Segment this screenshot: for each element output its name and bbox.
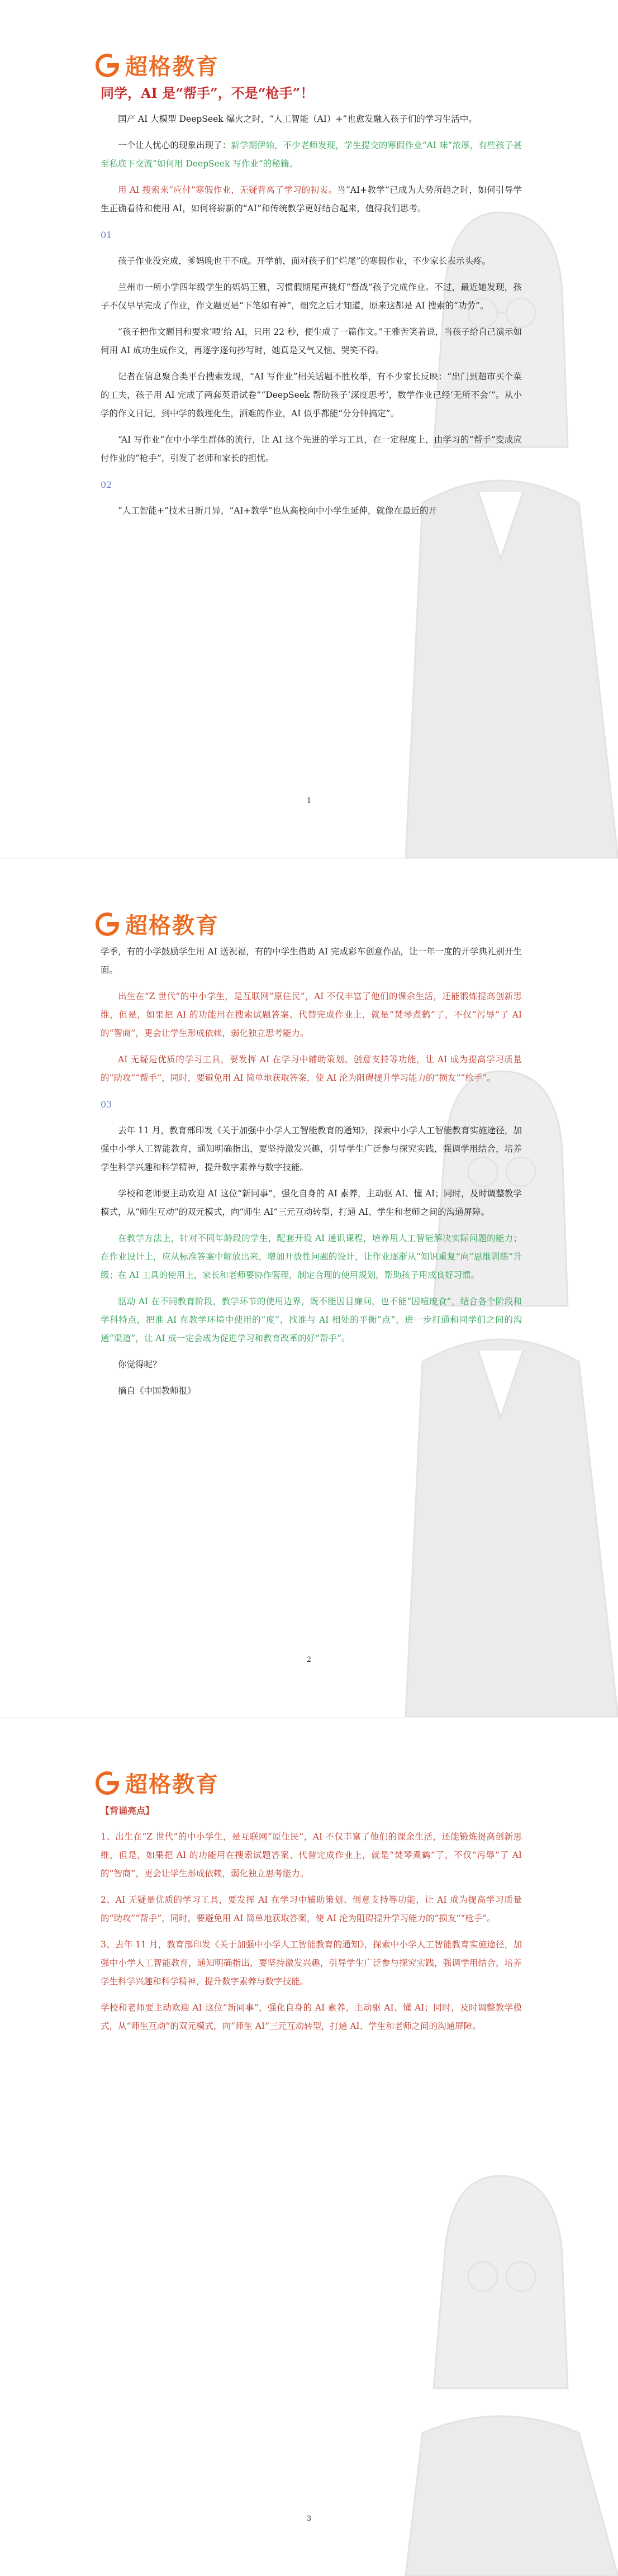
brand-logo-icon xyxy=(95,53,120,78)
brand-logo xyxy=(95,49,219,81)
brand-logo-icon xyxy=(95,1771,120,1795)
section-number: 01 xyxy=(101,230,112,240)
section-number: 02 xyxy=(101,479,112,490)
paragraph: 国产 AI 大模型 DeepSeek 爆火之时，“人工智能（AI）+”也愈发融入孩子们的学习生活中。 xyxy=(118,114,477,124)
paragraph: 驱动 AI 在不同教育阶段，教学环节的使用边界，既不能因目廉问，也不能“因噎废食”，结合各个阶段和学科特点，把准 AI 在教学环境中使用的“度”，找准与 AI 相处的平衡“点”，进一步打通和同学们之间的沟通“渠道”，让 AI 成一定会成为促进学习和教育改革的好“帮手”。 xyxy=(101,1296,522,1343)
paragraph: 用 AI 搜索来“应付”寒假作业，无疑背离了学习的初衷。当“AI+教学”已成为大势所趋之时，如何引导学生正确看待和使用 AI，如何将崭新的“AI”和传统教学更好结合起来，值得我们思考。 xyxy=(101,185,522,213)
brand-logo-icon xyxy=(95,912,120,937)
review-highlights xyxy=(101,1802,522,2043)
document-page-1 xyxy=(0,0,618,858)
brand-name: 超格教育 xyxy=(125,913,219,939)
paragraph: 记者在信息聚合类平台搜索发现，“AI 写作业”相关话题不胜枚举，有不少家长反映：“出门到超市买个菜的工夫，孩子用 AI 完成了两套英语试卷”“DeepSeek 帮助孩子‘深度思考’，数学作业已经‘无所不会’”。从小学的作文日记，到中学的数理化生，洒难的作业，AI 似乎都能“分分钟搞定”。 xyxy=(101,372,522,419)
highlight-item: 3、去年 11 月，教育部印发《关于加强中小学人工智能教育的通知》，探索中小学人工智能教育实施途径，加强中小学人工智能教育，通知明确指出，要坚持激发兴趣，引导学生广泛参与探究实践，强调学用结合，培养学生科学兴趣和科学精神，提升数字素养与数字技能。 xyxy=(101,1940,522,1986)
paragraph: 去年 11 月，教育部印发《关于加强中小学人工智能教育的通知》，探索中小学人工智能教育实施途径，加强中小学人工智能教育，通知明确指出，要坚持激发兴趣，引导学生广泛参与探究实践，强调学用结合，培养学生科学兴趣和科学精神，提升数字素养与数字技能。 xyxy=(101,1125,522,1172)
highlight-item: 1、出生在“Z 世代”的中小学生，是互联网“原住民”，AI 不仅丰富了他们的课余生活，还能锻炼提高创新思维，但是，如果把 AI 的功能用在搜索试题答案、代替完成作业上，就是“焚琴煮鹤”了，不仅“污辱”了 AI 的“智商”，更会让学生形成依赖，弱化独立思考能力。 xyxy=(101,1832,522,1879)
paragraph: 学季，有的小学鼓励学生用 AI 送祝福，有的中学生借助 AI 完成彩车创意作品，让一年一度的开学典礼别开生面。 xyxy=(101,947,522,975)
page-number: 2 xyxy=(306,1656,312,1664)
paragraph: “AI 写作业”在中小学生群体的流行，让 AI 这个先进的学习工具，在一定程度上，由学习的“帮手”变成应付作业的“枪手”，引发了老师和家长的担忧。 xyxy=(101,435,522,463)
document-page-3 xyxy=(0,1717,618,2576)
paragraph: 学校和老师要主动欢迎 AI 这位“新同事”，强化自身的 AI 素养，主动驱 AI、懂 AI；同时，及时调整教学模式，从“师生互动”的双元模式，向“师生 AI”三元互动转型，打通 AI、学生和老师之间的沟通屏障。 xyxy=(101,1189,522,1217)
article-title: 同学，AI 是“帮手”，不是“枪手”！ xyxy=(101,85,314,101)
highlight-item: 学校和老师要主动欢迎 AI 这位“新同事”，强化自身的 AI 素养，主动驱 AI、懂 AI；同时，及时调整教学模式，从“师生互动”的双元模式，向“师生 AI”三元互动转型，打通 AI、学生和老师之间的沟通屏障。 xyxy=(101,2003,522,2031)
paragraph: 孩子作业没完成，爹妈晚也干不成。开学前，面对孩子们“烂尾”的寒假作业，不少家长表示头疼。 xyxy=(118,256,491,266)
brand-logo xyxy=(95,908,219,940)
article-body-page-1 xyxy=(101,84,522,528)
source-citation: 摘自《中国教师报》 xyxy=(118,1386,196,1396)
paragraph: “人工智能+”技术日新月异，“AI+教学”也从高校向中小学生延伸，就像在最近的开 xyxy=(118,506,437,516)
paragraph: 在教学方法上，针对不同年龄段的学生，配套开设 AI 通识课程，培养用人工智能解决实际问题的能力；在作业设计上，应从标准答案中解放出来，增加开放性问题的设计，让作业逐渐从“知识重复”向“思维训练”升级；在 AI 工具的使用上，家长和老师要协作管理，制定合理的使用规划，帮助孩子用成良好习惯。 xyxy=(101,1233,522,1280)
brand-name: 超格教育 xyxy=(125,1772,219,1798)
document-page-2 xyxy=(0,858,618,1717)
highlight-item: 2、AI 无疑是优质的学习工具，要发挥 AI 在学习中辅助策划、创意支持等功能，让 AI 成为提高学习质量的“助攻”“帮手”，同时，要避免用 AI 简单地获取答案，使 AI 沦为阻碍提升学习能力的“损友”“枪手”。 xyxy=(101,1895,522,1923)
paragraph: 出生在“Z 世代”的中小学生，是互联网“原住民”，AI 不仅丰富了他们的课余生活，还能锻炼提高创新思维，但是，如果把 AI 的功能用在搜索试题答案、代替完成作业上，就是“焚琴煮鹤”了，不仅“污辱”了 AI 的“智商”，更会让学生形成依赖，弱化独立思考能力。 xyxy=(101,991,522,1038)
review-heading: 【背诵亮点】 xyxy=(101,1805,155,1816)
page-number: 3 xyxy=(306,2515,312,2523)
brand-logo xyxy=(95,1767,219,1799)
paragraph: 一个让人忧心的现象出现了：新学期伊始，不少老师发现，学生提交的寒假作业“AI 味”浓厚，有些孩子甚至私底下交流“如何用 DeepSeek 写作业”的秘籍。 xyxy=(101,140,522,169)
page-number: 1 xyxy=(306,797,312,805)
paragraph: “孩子把作文题目和要求‘喂’给 AI，只用 22 秒，便生成了一篇作文。”王雅苦笑着说，当孩子给自己演示如何用 AI 成功生成作文，再逐字逐句抄写时，她真是又气又恼、哭笑不得。 xyxy=(101,327,522,355)
paragraph: 兰州市一所小学四年级学生的妈妈王雅，习惯假期尾声挑灯“督战”孩子完成作业。不过，最近她发现，孩子不仅早早完成了作业，作文题更是“下笔如有神”，细究之后才知道，原来这都是 AI 搜索的“功劳”。 xyxy=(101,282,522,311)
paragraph: 你觉得呢？ xyxy=(118,1360,161,1370)
section-number: 03 xyxy=(101,1099,112,1110)
article-body-page-2 xyxy=(101,943,522,1408)
paragraph: AI 无疑是优质的学习工具，要发挥 AI 在学习中辅助策划、创意支持等功能，让 AI 成为提高学习质量的“助攻”“帮手”，同时，要避免用 AI 简单地获取答案，使 AI 沦为阻碍提升学习能力的“损友”“枪手”。 xyxy=(101,1054,522,1083)
brand-name: 超格教育 xyxy=(125,54,219,80)
